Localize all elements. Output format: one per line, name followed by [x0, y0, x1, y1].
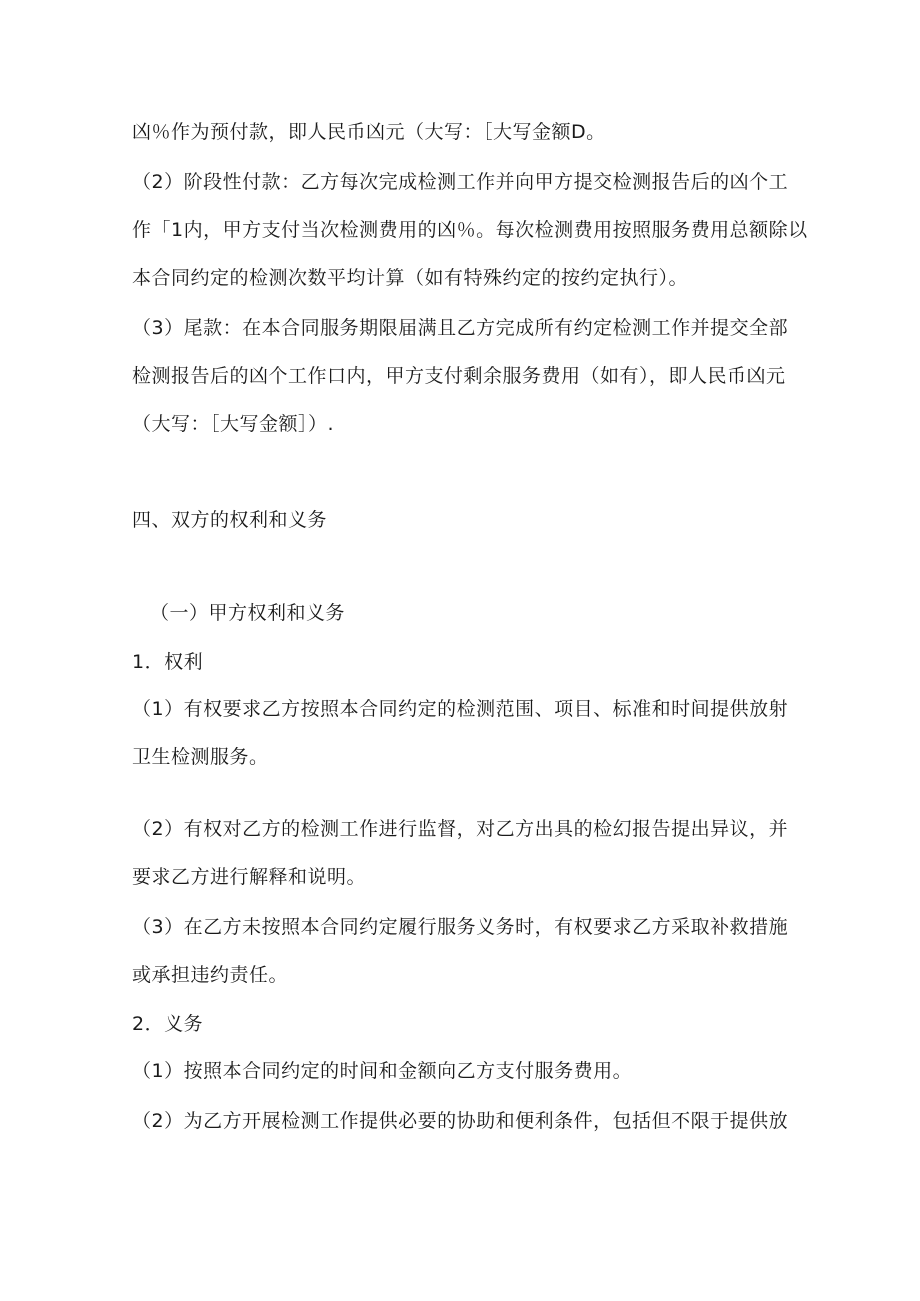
text-line: （大写：［大写金额］）. — [132, 413, 335, 435]
text-line: 要求乙方进行解释和说明。 — [132, 866, 367, 888]
text-line: 卫生检测服务。 — [132, 746, 269, 768]
text-line: 本合同约定的检测次数平均计算（如有特殊约定的按约定执行）。 — [132, 267, 689, 289]
subsection-heading: （一）甲方权利和义务 — [150, 602, 346, 624]
text-line: 作「1内，甲方支付当次检测费用的凶％。每次检测费用按照服务费用总额除以 — [132, 219, 808, 241]
text-line: （1）有权要求乙方按照本合同约定的检测范围、项目、标准和时间提供放射 — [132, 698, 789, 720]
section-heading: 四、双方的权利和义务 — [132, 509, 328, 531]
text-line: 检测报告后的凶个工作口内，甲方支付剩余服务费用（如有），即人民币凶元 — [132, 365, 786, 387]
text-line: （2）阶段性付款：乙方每次完成检测工作并向甲方提交检测报告后的凶个工 — [132, 171, 789, 193]
text-line: （1）按照本合同约定的时间和金额向乙方支付服务费用。 — [132, 1060, 633, 1082]
text-line: 或承担违约责任。 — [132, 964, 289, 986]
text-line: （2）有权对乙方的检测工作进行监督，对乙方出具的检幻报告提出异议，并 — [132, 818, 789, 840]
text-line: （2）为乙方开展检测工作提供必要的协助和便利条件，包括但不限于提供放 — [132, 1110, 789, 1132]
text-line: （3）尾款：在本合同服务期限届满且乙方完成所有约定检测工作并提交全部 — [132, 317, 789, 339]
item-heading: 1．权利 — [132, 651, 204, 673]
item-heading: 2．义务 — [132, 1013, 204, 1035]
text-line: （3）在乙方未按照本合同约定履行服务义务时，有权要求乙方采取补救措施 — [132, 916, 789, 938]
text-line: 凶％作为预付款，即人民币凶元（大写：［大写金额D。 — [132, 121, 606, 143]
